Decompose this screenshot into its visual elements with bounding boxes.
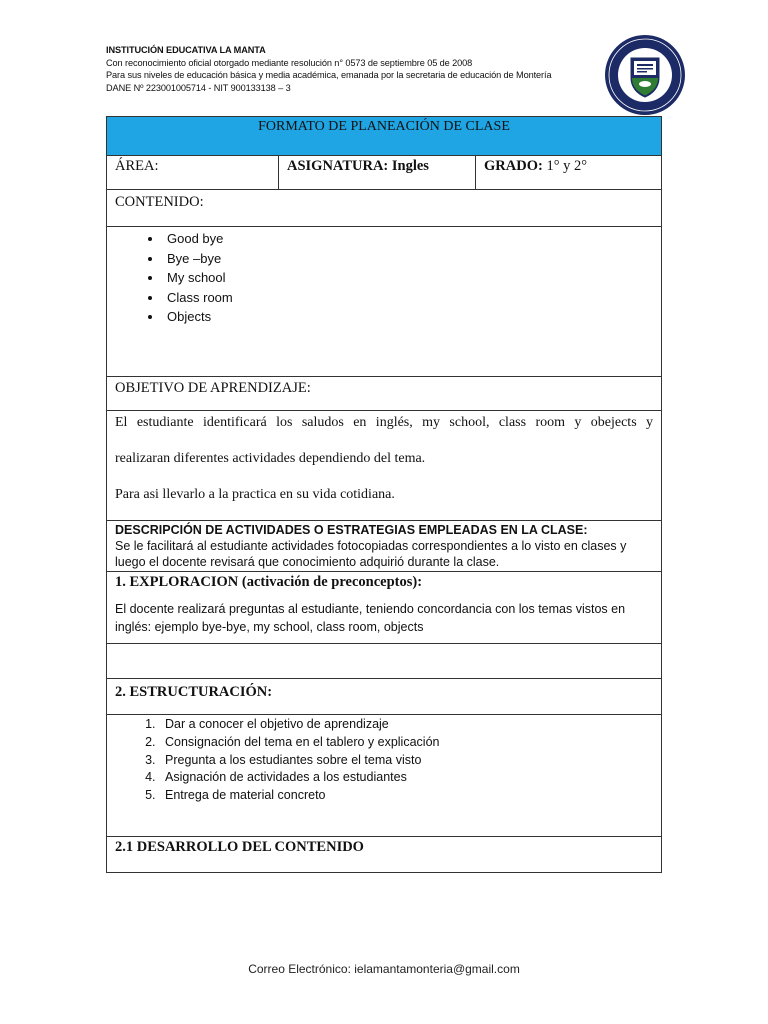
asignatura-cell xyxy=(279,156,476,190)
estructuracion-item: 4. Asignación de actividades a los estudiantes xyxy=(159,769,653,787)
grado-cell xyxy=(476,156,662,190)
area-cell xyxy=(107,156,279,190)
objetivo-text-cell xyxy=(107,411,662,521)
contenido-item: • Objects xyxy=(163,307,653,327)
estructuracion-item: 5. Entrega de material concreto xyxy=(159,787,653,805)
estructuracion-item: 3. Pregunta a los estudiantes sobre el tema visto xyxy=(159,752,653,770)
asignatura-label: ASIGNATURA: Ingles xyxy=(287,158,429,174)
descripcion-text: Se le facilitará al estudiante actividades fotocopiadas correspondientes a lo visto en clases y luego el docente revisará que conocimiento adquirió durante la clase. xyxy=(115,539,627,569)
contenido-header-cell xyxy=(107,190,662,227)
estructuracion-list xyxy=(115,716,653,805)
resolution-line: Con reconocimiento oficial otorgado mediante resolución n° 0573 de septiembre 05 de 2008 xyxy=(106,57,473,68)
estructuracion-list-cell xyxy=(107,715,662,837)
form-title: FORMATO DE PLANEACIÓN DE CLASE xyxy=(107,117,662,156)
objetivo-line-1: El estudiante identificará los saludos en inglés, my school, class room y obejects y xyxy=(115,415,654,430)
objetivo-line-3: Para asi llevarlo a la practica en su vida cotidiana. xyxy=(115,487,395,502)
levels-line: Para sus niveles de educación básica y media académica, emanada por la secretaria de educación de Montería xyxy=(106,70,552,80)
exploracion-label: 1. EXPLORACION (activación de preconceptos): xyxy=(115,574,423,590)
desarrollo-label: 2.1 DESARROLLO DEL CONTENIDO xyxy=(115,839,364,855)
contenido-item: • Good bye xyxy=(163,229,653,249)
estructuracion-header-cell xyxy=(107,679,662,715)
area-label: ÁREA: xyxy=(115,158,159,174)
estructuracion-label: 2. ESTRUCTURACIÓN: xyxy=(115,684,273,700)
exploracion-text: El docente realizará preguntas al estudiante, teniendo concordancia con los temas vistos en inglés: ejemplo bye-bye, my school, class room, objects xyxy=(115,602,626,634)
contenido-list-cell xyxy=(107,227,662,377)
objetivo-label: OBJETIVO DE APRENDIZAJE: xyxy=(115,380,311,396)
grado-value: 1° y 2° xyxy=(546,158,588,174)
letterhead xyxy=(106,44,586,94)
objetivo-header-cell xyxy=(107,377,662,411)
estructuracion-item: 1. Dar a conocer el objetivo de aprendizaje xyxy=(159,716,653,734)
institution-name: INSTITUCIÓN EDUCATIVA LA MANTA xyxy=(106,45,266,55)
objetivo-line-2: realizaran diferentes actividades dependiendo del tema. xyxy=(115,451,426,466)
contenido-item: • Class room xyxy=(163,288,653,308)
footer-email: Correo Electrónico: ielamantamonteria@gmail.com xyxy=(248,962,520,976)
grado-label: GRADO: xyxy=(484,158,543,174)
lesson-plan-form xyxy=(106,116,662,873)
contenido-label: CONTENIDO: xyxy=(115,194,204,210)
contenido-item: • Bye –bye xyxy=(163,249,653,269)
desarrollo-cell xyxy=(107,837,662,873)
contenido-item: • My school xyxy=(163,268,653,288)
estructuracion-item: 2. Consignación del tema en el tablero y explicación xyxy=(159,734,653,752)
descripcion-cell xyxy=(107,521,662,572)
descripcion-label: DESCRIPCIÓN DE ACTIVIDADES O ESTRATEGIAS EMPLEADAS EN LA CLASE: xyxy=(115,523,588,537)
dane-nit-line: DANE Nº 223001005714 - NIT 900133138 – 3 xyxy=(106,82,291,93)
contenido-list xyxy=(115,229,653,327)
exploracion-cell xyxy=(107,572,662,644)
empty-row xyxy=(107,644,662,679)
school-seal-logo xyxy=(604,34,686,116)
